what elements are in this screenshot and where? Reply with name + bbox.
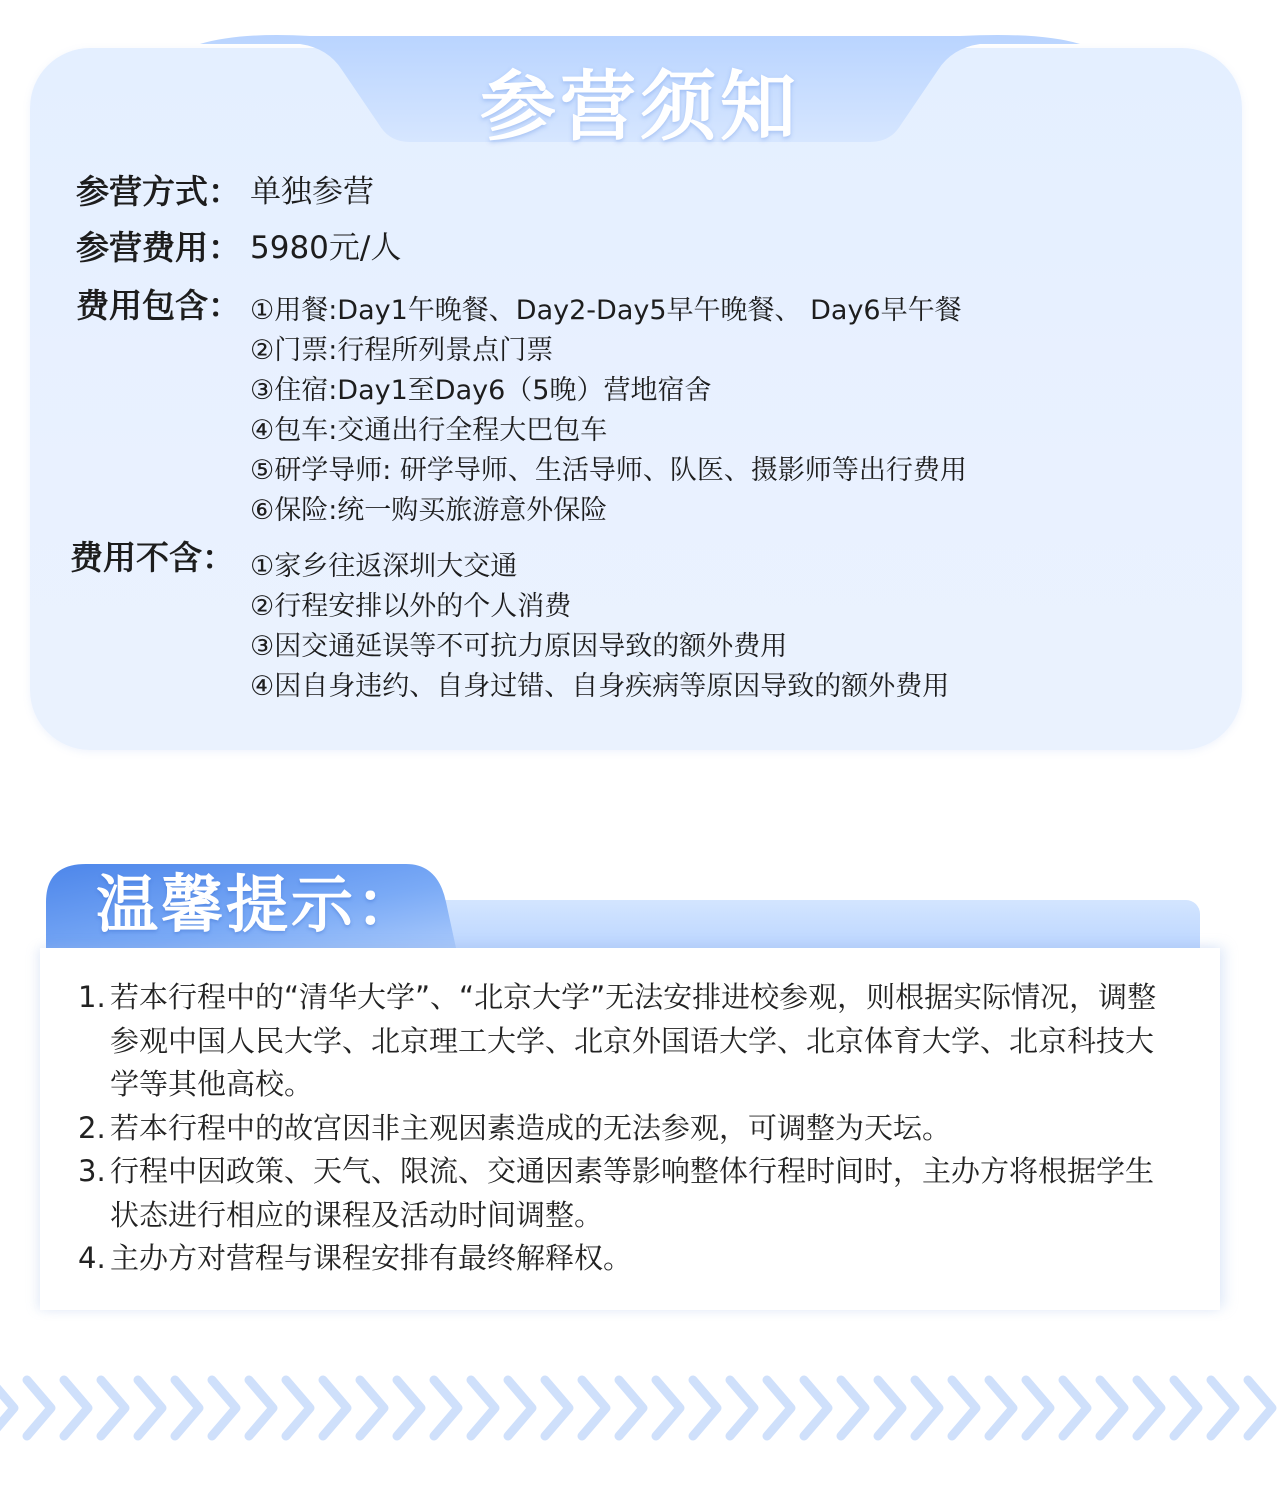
tips-item-number: 3.: [78, 1154, 106, 1188]
tips-item: [78, 1150, 1158, 1237]
chevron-icon: [952, 1380, 976, 1436]
includes-item: ⑥保险:统一购买旅游意外保险: [250, 495, 608, 526]
tips-item-text: 若本行程中的“清华大学”、“北京大学”无法安排进校参观，则根据实际情况，调整参观中国人民大学、北京理工大学、北京外国语大学、北京体育大学、北京科技大学等其他高校。: [110, 980, 1157, 1101]
includes-list: [250, 291, 967, 531]
excludes-item: ②行程安排以外的个人消费: [250, 591, 572, 622]
chevron-icon: [878, 1380, 902, 1436]
mode-value: 单独参营: [250, 174, 374, 210]
chevron-icon: [1026, 1380, 1050, 1436]
tips-item-number: 4.: [78, 1241, 106, 1275]
chevron-icon: [656, 1380, 680, 1436]
chevron-icon: [1174, 1380, 1198, 1436]
excludes-item: ①家乡往返深圳大交通: [250, 551, 518, 582]
fee-value: 5980元/人: [250, 230, 402, 266]
chevron-icon: [545, 1380, 569, 1436]
tips-item-number: 2.: [78, 1110, 106, 1145]
chevron-icon: [434, 1380, 458, 1436]
tips-item-text: 若本行程中的故宫因非主观因素造成的无法参观，可调整为天坛。: [110, 1110, 952, 1145]
excludes-label: 费用不含：: [70, 538, 235, 577]
includes-item: ④包车:交通出行全程大巴包车: [250, 415, 608, 446]
chevron-icon: [212, 1380, 236, 1436]
excludes-item: ④因自身违约、自身过错、自身疾病等原因导致的额外费用: [250, 671, 950, 702]
chevron-icon: [841, 1380, 865, 1436]
tips-title-tab: [46, 862, 456, 962]
tips-header-band: [420, 900, 1200, 948]
chevron-icon: [101, 1380, 125, 1436]
chevron-icon: [471, 1380, 495, 1436]
tips-item-text: 主办方对营程与课程安排有最终解释权。: [110, 1241, 633, 1275]
chevron-icon: [1063, 1380, 1087, 1436]
tips-item-text: 行程中因政策、天气、限流、交通因素等影响整体行程时间时，主办方将根据学生状态进行相应的课程及活动时间调整。: [110, 1154, 1155, 1232]
chevron-icon: [1211, 1380, 1235, 1436]
chevron-icon: [508, 1380, 532, 1436]
tips-title: 温馨提示：: [96, 868, 422, 941]
tips-item: [78, 1107, 1158, 1151]
excludes-item: ③因交通延误等不可抗力原因导致的额外费用: [250, 631, 788, 662]
chevron-icon: [64, 1380, 88, 1436]
chevron-icon: [360, 1380, 384, 1436]
excludes-list: [250, 547, 949, 707]
includes-item: ②门票:行程所列景点门票: [250, 335, 554, 366]
tips-list: [78, 976, 1158, 1281]
notice-title-tab: [200, 26, 1080, 151]
chevron-icon: [767, 1380, 791, 1436]
chevron-icon: [249, 1380, 273, 1436]
chevron-icon: [693, 1380, 717, 1436]
chevron-icon: [1248, 1380, 1272, 1436]
chevron-icon: [582, 1380, 606, 1436]
tips-item-number: 1.: [78, 980, 106, 1014]
tips-item: [78, 976, 1158, 1107]
chevron-icon: [989, 1380, 1013, 1436]
chevron-icon: [286, 1380, 310, 1436]
includes-item: ③住宿:Day1至Day6（5晚）营地宿舍: [250, 375, 712, 406]
chevron-icon: [27, 1380, 51, 1436]
chevron-icon: [0, 1380, 14, 1436]
chevron-icon: [1137, 1380, 1161, 1436]
chevron-icon: [915, 1380, 939, 1436]
includes-item: ⑤研学导师: 研学导师、生活导师、队医、摄影师等出行费用: [250, 455, 967, 486]
chevron-strip-icon: [0, 1372, 1280, 1444]
includes-label: 费用包含：: [76, 286, 241, 325]
fee-label: 参营费用：: [76, 228, 241, 267]
chevron-icon: [138, 1380, 162, 1436]
chevron-icon: [397, 1380, 421, 1436]
chevron-icon: [175, 1380, 199, 1436]
includes-item: ①用餐:Day1午晚餐、Day2-Day5早午晚餐、 Day6早午餐: [250, 295, 962, 326]
chevron-icon: [804, 1380, 828, 1436]
chevron-icon: [323, 1380, 347, 1436]
chevron-icon: [619, 1380, 643, 1436]
mode-label: 参营方式：: [76, 172, 241, 211]
notice-title: 参营须知: [480, 62, 800, 151]
chevron-icon: [1100, 1380, 1124, 1436]
tips-item: [78, 1237, 1158, 1281]
chevron-icon: [730, 1380, 754, 1436]
